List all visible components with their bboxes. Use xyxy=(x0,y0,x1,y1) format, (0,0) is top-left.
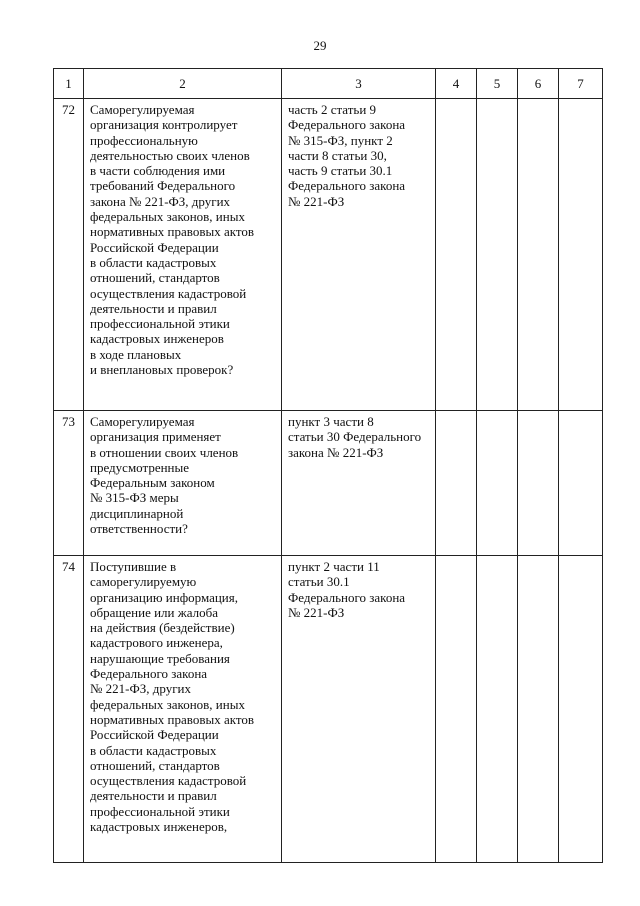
empty-cell-col-5 xyxy=(477,411,518,556)
question-line: профессиональной этики xyxy=(90,316,230,332)
reference-line: закона № 221-ФЗ xyxy=(288,444,384,460)
page-number: 29 xyxy=(313,38,327,53)
question-line: кадастрового инженера, xyxy=(90,635,223,651)
empty-cell-col-6 xyxy=(518,411,559,556)
empty-cell-col-7 xyxy=(559,411,603,556)
empty-cell-col-4 xyxy=(436,411,477,556)
reference-cell xyxy=(282,411,436,556)
question-line: профессиональную xyxy=(90,132,198,148)
question-line: организация контролирует xyxy=(90,117,238,133)
table-header-row xyxy=(54,69,603,99)
question-line: нормативных правовых актов xyxy=(90,711,255,727)
reference-line: № 315-ФЗ, пункт 2 xyxy=(288,132,393,148)
question-line: организация применяет xyxy=(90,429,221,445)
empty-cell-col-6 xyxy=(518,99,559,411)
question-line: в отношении своих членов xyxy=(90,444,239,460)
question-cell xyxy=(84,556,282,863)
row-number: 72 xyxy=(54,99,84,411)
question-line: Саморегулируемая xyxy=(90,102,195,117)
question-line: Саморегулируемая xyxy=(90,414,195,429)
question-line: Федерального закона xyxy=(90,666,208,682)
row-number: 73 xyxy=(54,411,84,556)
question-line: кадастровых инженеров xyxy=(90,331,224,347)
question-line: нарушающие требования xyxy=(90,650,230,666)
empty-cell-col-7 xyxy=(559,556,603,863)
column-header-7: 7 xyxy=(559,69,603,99)
reference-line: часть 2 статьи 9 xyxy=(288,102,377,117)
reference-line: Федерального закона xyxy=(288,589,406,605)
question-line: нормативных правовых актов xyxy=(90,224,255,240)
column-header-6: 6 xyxy=(518,69,559,99)
reference-line: части 8 статьи 30, xyxy=(288,147,387,163)
reference-line: статьи 30.1 xyxy=(288,574,350,590)
row-number: 74 xyxy=(54,556,84,863)
question-line: отношений, стандартов xyxy=(90,270,220,286)
empty-cell-col-4 xyxy=(436,556,477,863)
question-line: деятельности и правил xyxy=(90,300,217,316)
question-line: осуществления кадастровой xyxy=(90,773,247,789)
reference-cell xyxy=(282,99,436,411)
question-line: в части соблюдения ими xyxy=(90,163,226,179)
column-header-4: 4 xyxy=(436,69,477,99)
table-row xyxy=(54,556,603,863)
column-header-5: 5 xyxy=(477,69,518,99)
question-line: кадастровых инженеров, xyxy=(90,819,228,835)
reference-line: пункт 2 части 11 xyxy=(288,559,380,574)
empty-cell-col-4 xyxy=(436,99,477,411)
question-line: и внеплановых проверок? xyxy=(90,362,234,378)
empty-cell-col-7 xyxy=(559,99,603,411)
question-line: на действия (бездействие) xyxy=(90,620,235,636)
column-header-1: 1 xyxy=(54,69,84,99)
reference-line: Федерального закона xyxy=(288,117,406,133)
question-line: осуществления кадастровой xyxy=(90,285,247,301)
reference-line: № 221-ФЗ xyxy=(288,193,345,209)
empty-cell-col-5 xyxy=(477,99,518,411)
question-line: в области кадастровых xyxy=(90,254,217,270)
reference-line: пункт 3 части 8 xyxy=(288,414,374,429)
checklist-table xyxy=(53,68,603,863)
question-line: Поступившие в xyxy=(90,559,177,574)
question-line: Российской Федерации xyxy=(90,239,219,255)
question-line: требований Федерального xyxy=(90,178,236,194)
reference-cell xyxy=(282,556,436,863)
question-line: отношений, стандартов xyxy=(90,757,220,773)
question-line: в ходе плановых xyxy=(90,346,182,362)
table-row xyxy=(54,99,603,411)
question-line: обращение или жалоба xyxy=(90,604,218,620)
question-cell xyxy=(84,411,282,556)
column-header-3: 3 xyxy=(282,69,436,99)
reference-line: № 221-ФЗ xyxy=(288,604,345,620)
question-line: деятельности и правил xyxy=(90,788,217,804)
question-line: профессиональной этики xyxy=(90,803,230,819)
empty-cell-col-5 xyxy=(477,556,518,863)
question-line: федеральных законов, иных xyxy=(90,696,245,712)
question-line: в области кадастровых xyxy=(90,742,217,758)
question-line: Федеральным законом xyxy=(90,475,215,491)
question-cell xyxy=(84,99,282,411)
question-line: № 221-ФЗ, других xyxy=(90,681,191,697)
question-line: саморегулируемую xyxy=(90,574,197,590)
reference-line: часть 9 статьи 30.1 xyxy=(288,163,393,179)
question-line: организацию информация, xyxy=(90,589,238,605)
reference-line: статьи 30 Федерального xyxy=(288,429,422,445)
table-row xyxy=(54,411,603,556)
question-line: № 315-ФЗ меры xyxy=(90,490,179,506)
empty-cell-col-6 xyxy=(518,556,559,863)
question-line: закона № 221-ФЗ, других xyxy=(90,193,231,209)
question-line: предусмотренные xyxy=(90,459,190,475)
question-line: Российской Федерации xyxy=(90,727,219,743)
question-line: дисциплинарной xyxy=(90,505,184,521)
question-line: федеральных законов, иных xyxy=(90,209,245,225)
question-line: ответственности? xyxy=(90,521,188,537)
question-line: деятельностью своих членов xyxy=(90,147,250,163)
reference-line: Федерального закона xyxy=(288,178,406,194)
column-header-2: 2 xyxy=(84,69,282,99)
